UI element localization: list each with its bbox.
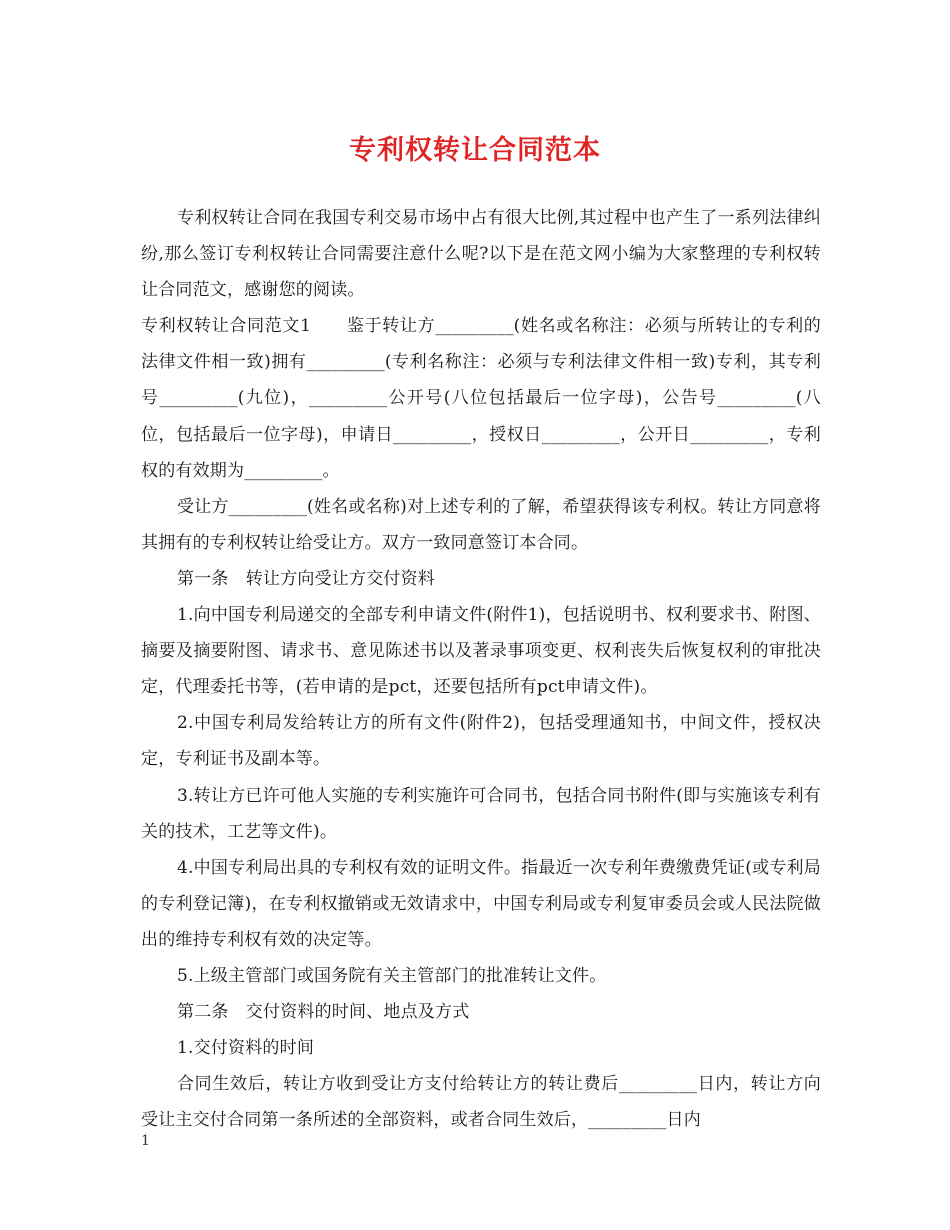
article-2-item-1: 1.交付资料的时间 <box>177 1038 315 1059</box>
article-2-paragraph: 合同生效后，转让方收到受让方支付给转让方的转让费后_________日内，转让方向受让主交付合同第一条所述的全部资料，或者合同生效后，_________日内 <box>141 1074 821 1131</box>
paragraph-intro: 专利权转让合同在我国专利交易市场中占有很大比例,其过程中也产生了一系列法律纠纷,那么签订专利权转让合同需要注意什么呢?以下是在范文网小编为大家整理的专利权转让合同范文，感谢您的阅读。 <box>141 208 821 301</box>
page-number: 1 <box>141 1133 150 1149</box>
article-heading-2: 第二条 交付资料的时间、地点及方式 <box>177 1002 470 1023</box>
article-1-item-3: 3.转让方已许可他人实施的专利实施许可合同书，包括合同书附件(即与实施该专利有关的技术，工艺等文件)。 <box>141 785 821 842</box>
article-heading-1: 第一条 转让方向受让方交付资料 <box>177 568 435 589</box>
article-1-item-5: 5.上级主管部门或国务院有关主管部门的批准转让文件。 <box>177 965 607 986</box>
article-1-item-2: 2.中国专利局发给转让方的所有文件(附件2)，包括受理通知书，中间文件，授权决定，专利证书及副本等。 <box>141 713 821 770</box>
document-title: 专利权转让合同范本 <box>349 135 601 166</box>
paragraph-recital: 专利权转让合同范文1 鉴于转让方_________(姓名或名称注：必须与所转让的专利的法律文件相一致)拥有_________(专利名称注：必须与专利法律文件相一致)专利，其专利号_________(九位)，_________公开号(八位包括最后一位字母)，公告号_________(八位，包括最后一位字母)，申请日_________，授权日_________，公开日_________，专利权的有效期为_________。 <box>141 316 821 481</box>
paragraph-assignee: 受让方_________(姓名或名称)对上述专利的了解，希望获得该专利权。转让方同意将其拥有的专利权转让给受让方。双方一致同意签订本合同。 <box>141 496 821 553</box>
document-body <box>141 200 821 1138</box>
article-1-item-4: 4.中国专利局出具的专利权有效的证明文件。指最近一次专利年费缴费凭证(或专利局的专利登记簿)，在专利权撤销或无效请求中，中国专利局或专利复审委员会或人民法院做出的维持专利权有效的决定等。 <box>141 857 821 950</box>
article-1-item-1: 1.向中国专利局递交的全部专利申请文件(附件1)，包括说明书、权利要求书、附图、摘要及摘要附图、请求书、意见陈述书以及著录事项变更、权利丧失后恢复权利的审批决定，代理委托书等，(若申请的是pct，还要包括所有pct申请文件)。 <box>141 605 821 698</box>
